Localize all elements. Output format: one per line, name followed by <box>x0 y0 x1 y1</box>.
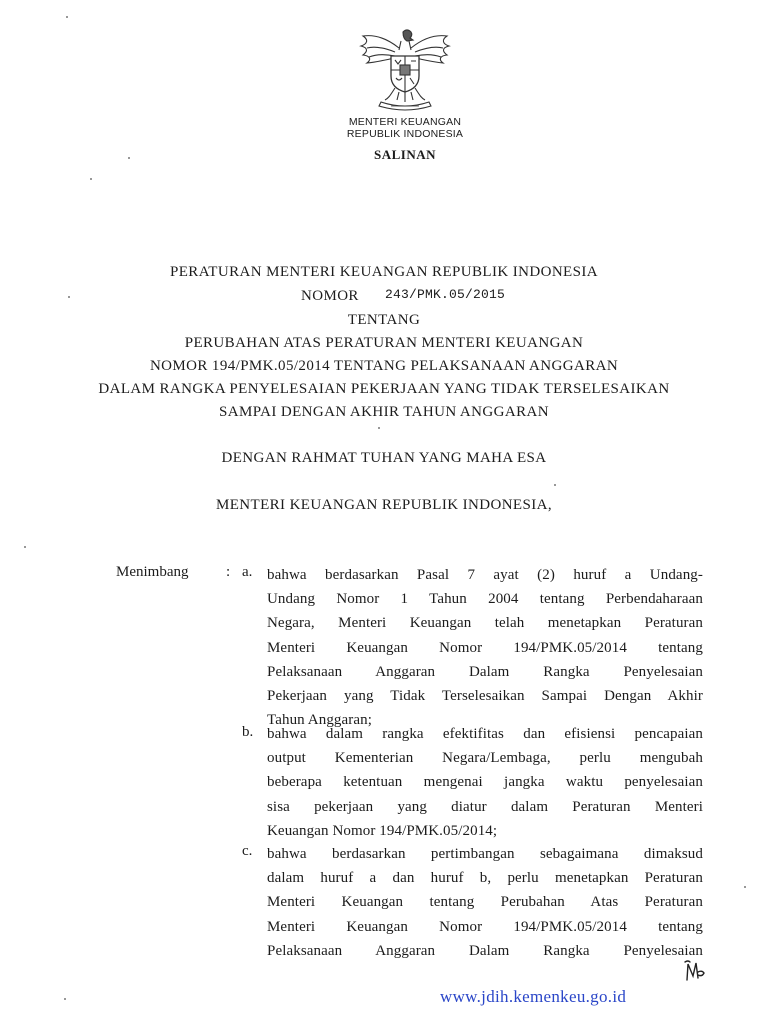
regulation-title: PERATURAN MENTERI KEUANGAN REPUBLIK INDONESIA <box>170 264 598 280</box>
scan-speck <box>744 886 746 888</box>
subject-line: SAMPAI DENGAN AKHIR TAHUN ANGGARAN <box>219 404 549 420</box>
item-marker-c: c. <box>242 843 253 859</box>
consideration-c <box>267 842 703 963</box>
scan-speck <box>128 157 130 159</box>
text-line: Menteri Keuangan Nomor 194/PMK.05/2014 tentang <box>267 918 703 935</box>
subject-line: PERUBAHAN ATAS PERATURAN MENTERI KEUANGAN <box>184 335 584 351</box>
nomor-value: 243/PMK.05/2015 <box>385 287 506 302</box>
menimbang-colon: : <box>226 564 231 580</box>
consideration-b <box>267 722 703 843</box>
text-line: bahwa berdasarkan Pasal 7 ayat (2) huruf a Undang- <box>267 567 703 583</box>
text-line: output Kementerian Negara/Lembaga, perlu mengubah <box>267 750 703 767</box>
text-line: Undang Nomor 1 Tahun 2004 tentang Perbendaharaan <box>267 591 703 608</box>
text-line: Negara, Menteri Keuangan telah menetapkan Peraturan <box>267 615 703 632</box>
item-marker-a: a. <box>242 564 253 580</box>
garuda-emblem-icon <box>355 26 455 112</box>
scan-speck <box>378 427 380 429</box>
handwritten-initial-icon <box>683 958 707 984</box>
rahmat-line: DENGAN RAHMAT TUHAN YANG MAHA ESA <box>221 450 547 466</box>
text-line: sisa pekerjaan yang diatur dalam Peraturan Menteri <box>267 798 703 815</box>
text-line: dalam huruf a dan huruf b, perlu menetapkan Peraturan <box>267 870 703 887</box>
scan-speck <box>24 546 26 548</box>
text-line: Menteri Keuangan tentang Perubahan Atas Peraturan <box>267 894 703 911</box>
minister-line: MENTERI KEUANGAN REPUBLIK INDONESIA, <box>215 497 553 513</box>
nomor-label: NOMOR <box>301 288 359 304</box>
ministry-header <box>270 116 540 140</box>
text-line: beberapa ketentuan mengenai jangka waktu penyelesaian <box>267 774 703 791</box>
scan-speck <box>66 16 68 18</box>
scan-speck <box>554 484 556 486</box>
ministry-line-1: MENTERI KEUANGAN <box>348 116 462 128</box>
text-line: Menteri Keuangan Nomor 194/PMK.05/2014 tentang <box>267 639 703 656</box>
text-line: Pelaksanaan Anggaran Dalam Rangka Penyelesaian <box>267 663 703 680</box>
tentang-heading: TENTANG <box>347 312 421 328</box>
scan-speck <box>64 998 66 1000</box>
subject-line: NOMOR 194/PMK.05/2014 TENTANG PELAKSANAAN ANGGARAN <box>149 358 619 374</box>
scan-speck <box>90 178 92 180</box>
text-line: bahwa berdasarkan pertimbangan sebagaimana dimaksud <box>267 846 703 862</box>
item-marker-b: b. <box>242 724 254 740</box>
text-line: Pelaksanaan Anggaran Dalam Rangka Penyelesaian <box>267 942 703 959</box>
menimbang-label: Menimbang <box>116 564 189 580</box>
text-line: Tahun Anggaran; <box>267 712 373 729</box>
text-line: Pekerjaan yang Tidak Terselesaikan Sampai Dengan Akhir <box>267 688 703 705</box>
text-line: Keuangan Nomor 194/PMK.05/2014; <box>267 822 498 839</box>
copy-mark: SALINAN <box>373 147 436 162</box>
text-line: bahwa dalam rangka efektifitas dan efisiensi pencapaian <box>267 726 703 742</box>
consideration-a <box>267 563 703 732</box>
scan-speck <box>68 296 70 298</box>
footer-url[interactable]: www.jdih.kemenkeu.go.id <box>440 987 627 1006</box>
subject-line: DALAM RANGKA PENYELESAIAN PEKERJAAN YANG TIDAK TERSELESAIKAN <box>98 381 670 397</box>
ministry-line-2: REPUBLIK INDONESIA <box>346 128 464 140</box>
